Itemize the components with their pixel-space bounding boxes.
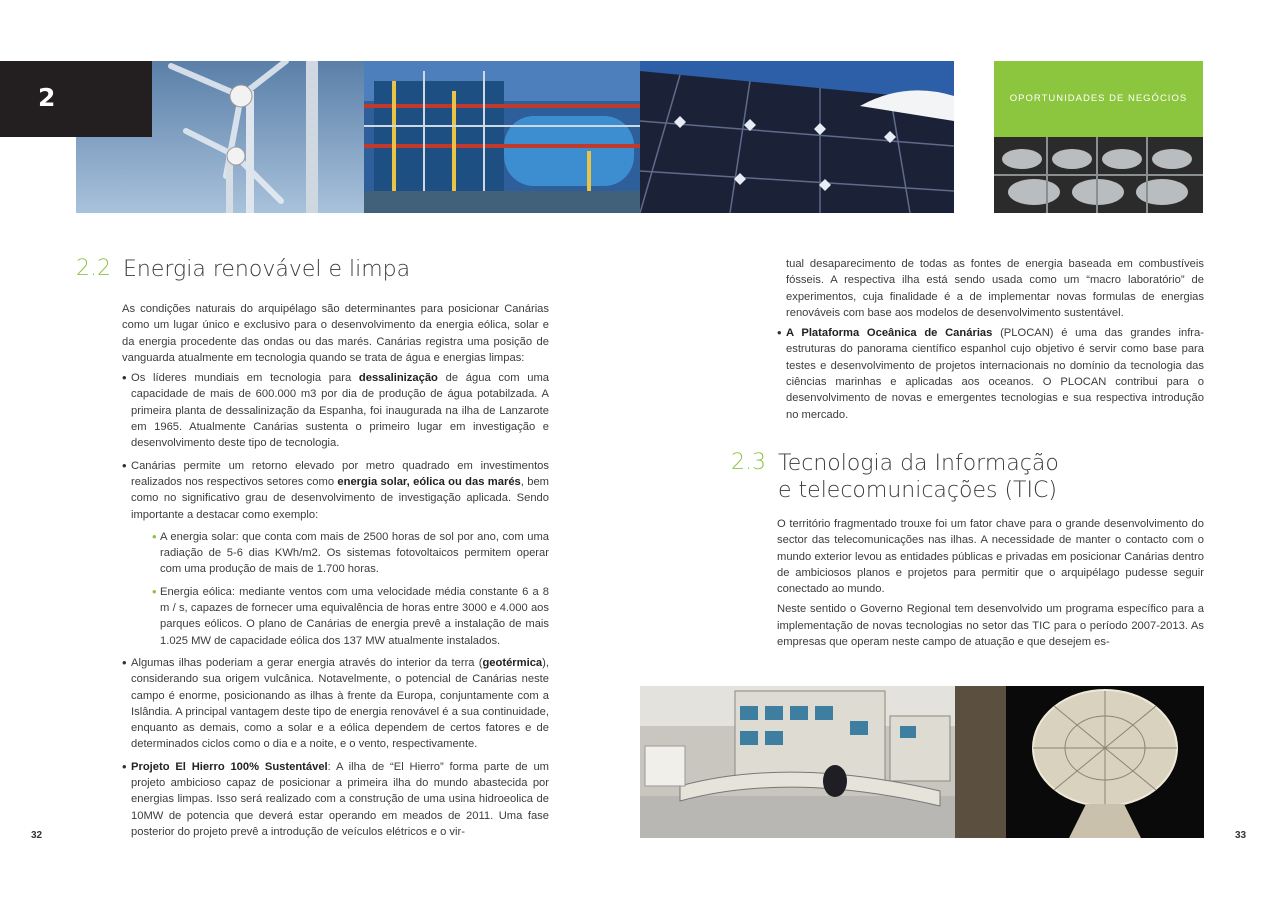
section-label-box [994,61,1203,137]
header-image-solar-panels [640,61,954,213]
paragraph: O território fragmentado trouxe foi um fator chave para o grande desenvolvimento do sector das telecomunicações nas ilhas. A necessidade de manter o contacto com o mundo exterior levou as entidades públicas e privadas em posicionar Canárias dentro de ambiciosos planos e projetos para permitir que o arquipélago pudesse seguir conectado ao mundo. [777,518,1204,596]
list-item: • Os líderes mundiais em tecnologia para dessalinização de água com uma capacidade de mais de 600.000 m3 por dia de produção de água potabilzada. A primeira planta de dessalinização da Espanha, foi inaugurada na ilha de Lanzarote em 1965. Atualmente Canárias sustenta o primeiro lugar em investigação e desenvolvimento deste tipo de tecnologia. [122,370,549,451]
list-item: • Algumas ilhas poderiam a gerar energia através do interior da terra (geotérmica), considerando sua origem vulcânica. Notavelmente, o potencial de Canárias neste campo é enorme, posicionando as ilhas à frente da Europa, conjuntamente com a Islândia. A principal vantagem deste tipo de energia renovável é a sua continuidade, enquanto as demais, como a solar e a eólica dependem de certos fatores e de determinados ciclos como o dia e a noite, e o vento, respectivamente. [122,655,549,753]
paragraph: Neste sentido o Governo Regional tem desenvolvido um programa específico para a implementação de novas tecnologias no setor das TIC para o período 2007-2013. As empresas que operam neste campo de atuação e que desejem es- [777,603,1204,649]
control-room-image [640,686,1006,838]
intro-paragraph: As condições naturais do arquipélago são determinantes para posicionar Canárias como um lugar único e exclusivo para o desenvolvimento da energia eólica, solar e da energia procedente das ondas ou das marés. Canárias registra uma posição de vanguarda atualmente em tecnologia quando se trata de água e energias limpas: [122,303,549,364]
chapter-number: 2 [38,83,56,112]
page-number-left: 32 [31,830,43,841]
sub-list-item: • Energia eólica: mediante ventos com uma velocidade média constante 6 a 8 m / s, capazes de fornecer uma equivalência de horas entre 3000 e 4.000 aos parques eólicos. O plano de Canárias de energia prevê a instalação de mais 1.025 MW de capacidade eólica dos 137 MW atualmente instalados. [152,584,549,649]
section-number: 2.3 [731,450,766,475]
section-title-line-2: e telecomunicações (TIC) [778,478,1057,503]
section-number: 2.2 [76,256,111,281]
section-label: OPORTUNIDADES DE NEGÓCIOS [1009,93,1188,104]
list-item: • Canárias permite um retorno elevado por metro quadrado em investimentos realizados nos respectivos setores como energia solar, eólica ou das marés, bem como no significativo grau de desenvolvimento de investigação aplicada. Sendo importante a destacar como exemplo: • A energia solar: que conta com mais de 2500 horas de sol por ano, com uma radiação de 5-6 dias KWh/m2. Os sistemas fotovoltaicos permitem operar com uma produção de mais de 1.700 horas. • Energia eólica: mediante ventos com uma velocidade média constante 6 a 8 m / s, capazes de fornecer uma equivalência de horas entre 3000 e 4.000 aos parques eólicos. O plano de Canárias de energia prevê a instalação de mais 1.025 MW de capacidade eólica dos 137 MW atualmente instalados. [122,458,549,649]
satellite-dish-image [1006,686,1204,838]
page-number-right: 33 [1235,830,1247,841]
list-item: • Projeto El Hierro 100% Sustentável: A ilha de “El Hierro” forma parte de um projeto ambicioso capaz de posicionar a primeira ilha do mundo abastecida por energias limpas. Isso será realizado com a construção de uma usina hidroeolica de 10MW de potencia que deverá estar operando em meados de 2011. Uma fase posterior do projeto prevê a introdução de veículos elétricos e o vir- [122,759,549,840]
continued-paragraph: tual desaparecimento de todas as fontes de energia baseada em combustíveis fósseis. A respectiva ilha está sendo usada como um “macro laboratório” de experimentos, cuja finalidade é a de implementar novas formulas de energias renováveis com base aos modelos de desenvolvimento sustentável. [786,258,1204,319]
section-2-3-heading [731,450,1211,503]
header-image-aquaculture-tanks [994,137,1203,213]
sub-list-item: • A energia solar: que conta com mais de 2500 horas de sol por ano, com uma radiação de 5-6 dias KWh/m2. Os sistemas fotovoltaicos permitem operar com uma produção de mais de 1.700 horas. [152,529,549,578]
chapter-number-block [0,61,152,137]
list-item: • A Plataforma Oceânica de Canárias (PLOCAN) é uma das grandes infra-estruturas do panorama científico espanhol cujo objetivo é servir como base para testes e desenvolvimento de projetos internacionais no domínio da tecnologia das ciências marinhas e aplicadas aos oceanos. O PLOCAN contribui para o desenvolvimento de novas e emergentes tecnologias e sua respectiva introdução no mercado. [777,325,1204,423]
section-title-line-1: Tecnologia da Informação [778,451,1059,476]
section-2-2-heading [76,256,556,281]
right-column-text [777,256,1204,429]
header-image-desalination-plant [364,61,640,213]
section-title: Energia renovável e limpa [123,257,411,282]
tic-text [777,516,1204,654]
left-column-text [122,301,549,846]
